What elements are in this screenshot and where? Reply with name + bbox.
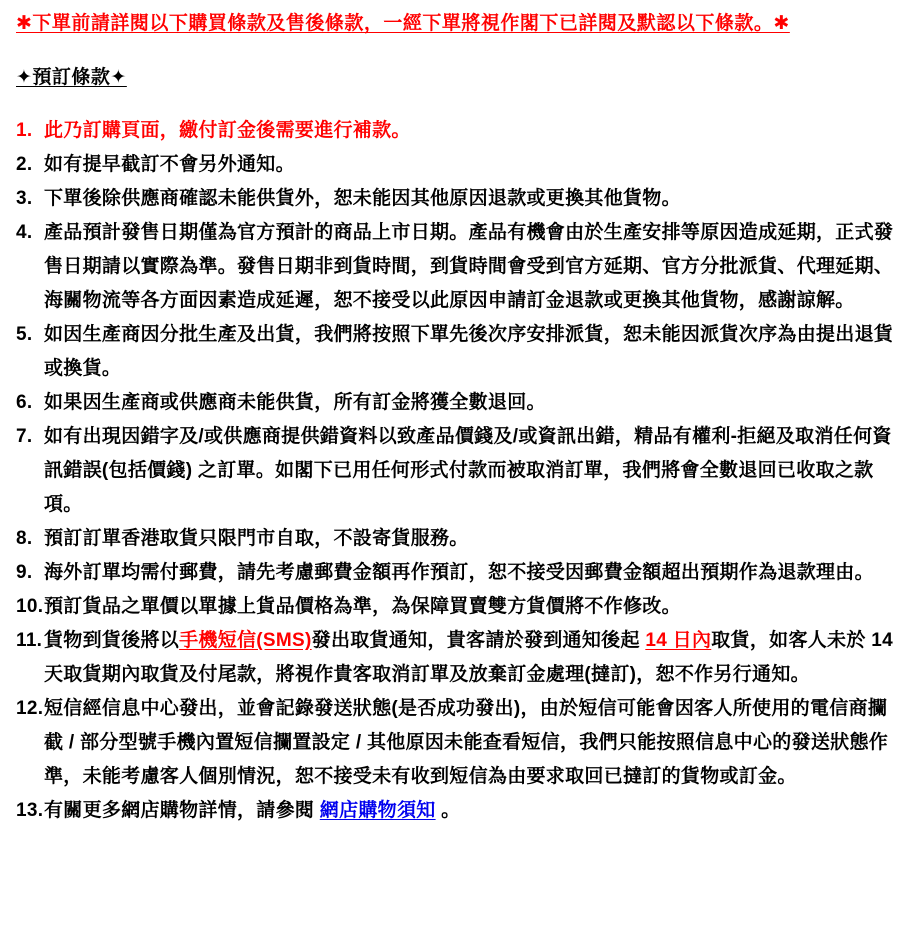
term-item-5: [16, 318, 901, 386]
term-number: 7.: [16, 426, 33, 447]
term-number: 12.: [16, 698, 44, 719]
shop-guide-link[interactable]: 網店購物須知: [319, 800, 436, 821]
term-number: 9.: [16, 562, 33, 583]
term-text: 如有出現因錯字及/或供應商提供錯資料以致產品價錢及/或資訊出錯，精品有權利-拒絕及取消任何資訊錯誤(包括價錢) 之訂單。如閣下已用任何形式付款而被取消訂單，我們將會全數退回已收取之款項。: [44, 426, 892, 515]
term-number: 10.: [16, 596, 44, 617]
term-text: [44, 794, 901, 828]
term-text-segment: 貨物到貨後將以: [44, 630, 180, 651]
term-item-7: [16, 420, 901, 522]
term-item-8: [16, 522, 901, 556]
term-text: 如果因生產商或供應商未能供貨，所有訂金將獲全數退回。: [44, 392, 546, 413]
term-text: 如因生產商因分批生產及出貨，我們將按照下單先後次序安排派貨，恕未能因派貨次序為由提出退貨或換貨。: [44, 324, 894, 379]
term-text: 此乃訂購頁面，繳付訂金後需要進行補款。: [44, 120, 411, 141]
term-text-segment: 有關更多網店購物詳情，請參閱: [44, 800, 320, 821]
term-text: [44, 624, 901, 692]
term-text: 如有提早截訂不會另外通知。: [44, 154, 295, 175]
term-text: 預訂訂單香港取貨只限門市自取，不設寄貨服務。: [44, 528, 469, 549]
term-text-segment: 取貨，如客人未於 14 天取貨期內取貨及付尾款，將視作貴客取消訂單及放棄訂金處理(撻訂)，恕不作另行通知。: [44, 630, 893, 685]
term-text-segment: 發出取貨通知，貴客請於發到通知後起: [311, 630, 646, 651]
terms-list: [16, 114, 901, 828]
term-number: 11.: [16, 630, 43, 651]
term-number: 5.: [16, 324, 33, 345]
term-item-1: [16, 114, 901, 148]
term-item-10: [16, 590, 901, 624]
term-item-6: [16, 386, 901, 420]
term-text-segment: 。: [435, 800, 461, 821]
term-number: 13.: [16, 800, 44, 821]
term-item-9: [16, 556, 901, 590]
term-item-11: [16, 624, 901, 692]
section-title: ✦預訂條款✦: [16, 67, 127, 88]
term-number: 4.: [16, 222, 33, 243]
term-text: 下單後除供應商確認未能供貨外，恕未能因其他原因退款或更換其他貨物。: [44, 188, 681, 209]
term-item-3: [16, 182, 901, 216]
term-item-13: [16, 794, 901, 828]
term-item-12: [16, 692, 901, 794]
term-number: 1.: [16, 120, 33, 141]
term-text: 海外訂單均需付郵費，請先考慮郵費金額再作預訂，恕不接受因郵費金額超出預期作為退款理由。: [44, 562, 874, 583]
term-text: 產品預計發售日期僅為官方預計的商品上市日期。產品有機會由於生產安排等原因造成延期，正式發售日期請以實際為準。發售日期非到貨時間，到貨時間會受到官方延期、官方分批派貨、代理延期、海關物流等各方面因素造成延遲，恕不接受以此原因申請訂金退款或更換其他貨物，感謝諒解。: [44, 222, 894, 311]
term-number: 8.: [16, 528, 33, 549]
term-item-2: [16, 148, 901, 182]
term-number: 6.: [16, 392, 33, 413]
sms-highlight: 手機短信(SMS): [179, 630, 312, 651]
term-text: 短信經信息中心發出，並會記錄發送狀態(是否成功發出)，由於短信可能會因客人所使用的電信商攔截 / 部分型號手機內置短信攔置設定 / 其他原因未能查看短信，我們只能按照信息中心的發送狀態作準，未能考慮客人個別情況，恕不接受未有收到短信為由要求取回已撻訂的貨物或訂金。: [44, 698, 889, 787]
term-number: 2.: [16, 154, 33, 175]
notice-banner: ✱下單前請詳閱以下購買條款及售後條款，一經下單將視作閣下已詳閱及默認以下條款。✱: [16, 13, 790, 34]
pickup-deadline-highlight: 14 日內: [645, 630, 712, 651]
term-text: 預訂貨品之單價以單據上貨品價格為準，為保障買賣雙方貨價將不作修改。: [44, 596, 681, 617]
term-item-4: [16, 216, 901, 318]
term-number: 3.: [16, 188, 33, 209]
